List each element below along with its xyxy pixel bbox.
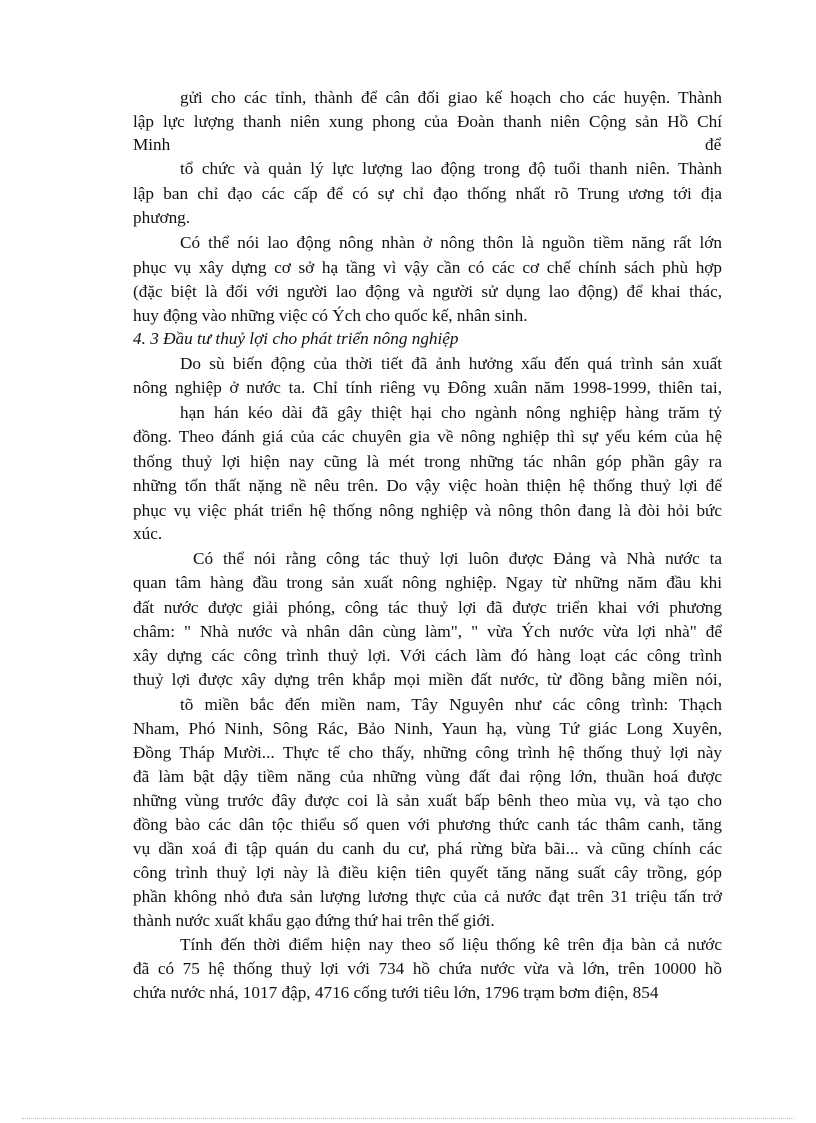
text-line: tõ miền bắc đến miền nam, Tây Nguyên như các công trình: Thạch xyxy=(180,695,722,714)
text-line: phục vụ việc phát triển hệ thống nông nghiệp và nông thôn đang là đòi hỏi bức xyxy=(133,501,722,520)
text-line: công trình thuỷ lợi này là điều kiện tiên quyết tăng năng suất cây trồng, góp xyxy=(133,863,722,882)
text-line: phần không nhỏ đưa sản lượng lương thực của cả nước đạt trên 31 triệu tấn trở xyxy=(133,887,722,906)
text-line: hạn hán kéo dài đã gây thiệt hại cho ngành nông nghiệp hàng trăm tỷ xyxy=(180,403,722,422)
text-line: đồng. Theo đánh giá của các chuyên gia về nông nghiệp thì sự yếu kém của hệ xyxy=(133,427,722,446)
text-line: xây dựng các công trình thuỷ lợi. Với cách làm đó hàng loạt các công trình xyxy=(133,646,722,665)
text-line: chứa nước nhá, 1017 đập, 4716 cống tưới tiêu lớn, 1796 trạm bơm điện, 854 xyxy=(133,983,659,1002)
text-line: quan tâm hàng đầu trong sản xuất nông nghiệp. Ngay từ những năm đầu khi xyxy=(133,573,722,592)
text-line: đất nước được giải phóng, công tác thuỷ lợi đã được triển khai với phương xyxy=(133,598,722,617)
text-line: đồng bào các dân tộc thiểu số quen với phương thức canh tác thâm canh, tăng xyxy=(133,815,722,834)
page-bottom-divider xyxy=(22,1118,794,1119)
text-line: những tổn thất nặng nề nêu trên. Do vậy việc hoàn thiện hệ thống thuỷ lợi để xyxy=(133,476,722,495)
text-line: huy động vào những việc có Ých cho quốc kế, nhân sinh. xyxy=(133,306,528,325)
text-line: Do sù biến động của thời tiết đã ảnh hưởng xấu đến quá trình sản xuất xyxy=(180,354,722,373)
text-line: gửi cho các tỉnh, thành để cân đối giao kế hoạch cho các huyện. Thành xyxy=(180,88,722,107)
text-line: phương. xyxy=(133,208,191,227)
text-line: những vùng trước đây được coi là sản xuất bấp bênh theo mùa vụ, và tạo cho xyxy=(133,791,722,810)
text-line: Nham, Phó Ninh, Sông Rác, Bảo Ninh, Yaun hạ, vùng Tứ giác Long Xuyên, xyxy=(133,719,722,738)
text-line: lập lực lượng thanh niên xung phong của Đoàn thanh niên Cộng sản Hồ Chí xyxy=(133,112,722,131)
text-line: Minh xyxy=(133,135,171,154)
text-line: (đặc biệt là đối với người lao động và người sử dụng lao động) để khai thác, xyxy=(133,282,722,301)
text-line: thống thuỷ lợi hiện nay cũng là mét trong những tác nhân góp phần gây ra xyxy=(133,452,722,471)
text-line: vụ dần xoá đi tập quán du canh du cư, phá rừng bừa bãi... và cũng chính các xyxy=(133,839,722,858)
text-line: tổ chức và quản lý lực lượng lao động trong độ tuổi thanh niên. Thành xyxy=(180,159,722,178)
text-line: thành nước xuất khẩu gạo đứng thứ hai trên thế giới. xyxy=(133,911,495,930)
text-line: xúc. xyxy=(133,524,163,543)
text-line: phục vụ xây dựng cơ sở hạ tầng vì vậy cần có các cơ chế chính sách phù hợp xyxy=(133,258,722,277)
text-line: đã có 75 hệ thống thuỷ lợi với 734 hồ chứa nước vừa và lớn, trên 10000 hồ xyxy=(133,959,722,978)
text-line: Đồng Tháp Mười... Thực tế cho thấy, những công trình hệ thống thuỷ lợi này xyxy=(133,743,722,762)
text-line: Có thể nói lao động nông nhàn ở nông thôn là nguồn tiềm năng rất lớn xyxy=(180,233,722,252)
text-line: châm: " Nhà nước và nhân dân cùng làm", " vừa Ých nước vừa lợi nhà" để xyxy=(133,622,722,641)
text-line: thuỷ lợi được xây dựng trên khắp mọi miền đất nước, từ đồng bằng miền nói, xyxy=(133,670,722,689)
text-line: Tính đến thời điểm hiện nay theo số liệu thống kê trên địa bàn cả nước xyxy=(180,935,722,954)
text-line: lập ban chỉ đạo các cấp để có sự chỉ đạo thống nhất rõ Trung ương tới địa xyxy=(133,184,722,203)
text-line: đã làm bật dậy tiềm năng của những vùng đất đai rộng lớn, thuần hoá được xyxy=(133,767,722,786)
text-line: nông nghiệp ở nước ta. Chỉ tính riêng vụ Đông xuân năm 1998-1999, thiên tai, xyxy=(133,378,722,397)
text-line: để xyxy=(705,135,722,154)
section-heading: 4. 3 Đầu tư thuỷ lợi cho phát triển nông nghiệp xyxy=(133,329,459,348)
text-line: Có thể nói rằng công tác thuỷ lợi luôn được Đảng và Nhà nước ta xyxy=(193,549,722,568)
